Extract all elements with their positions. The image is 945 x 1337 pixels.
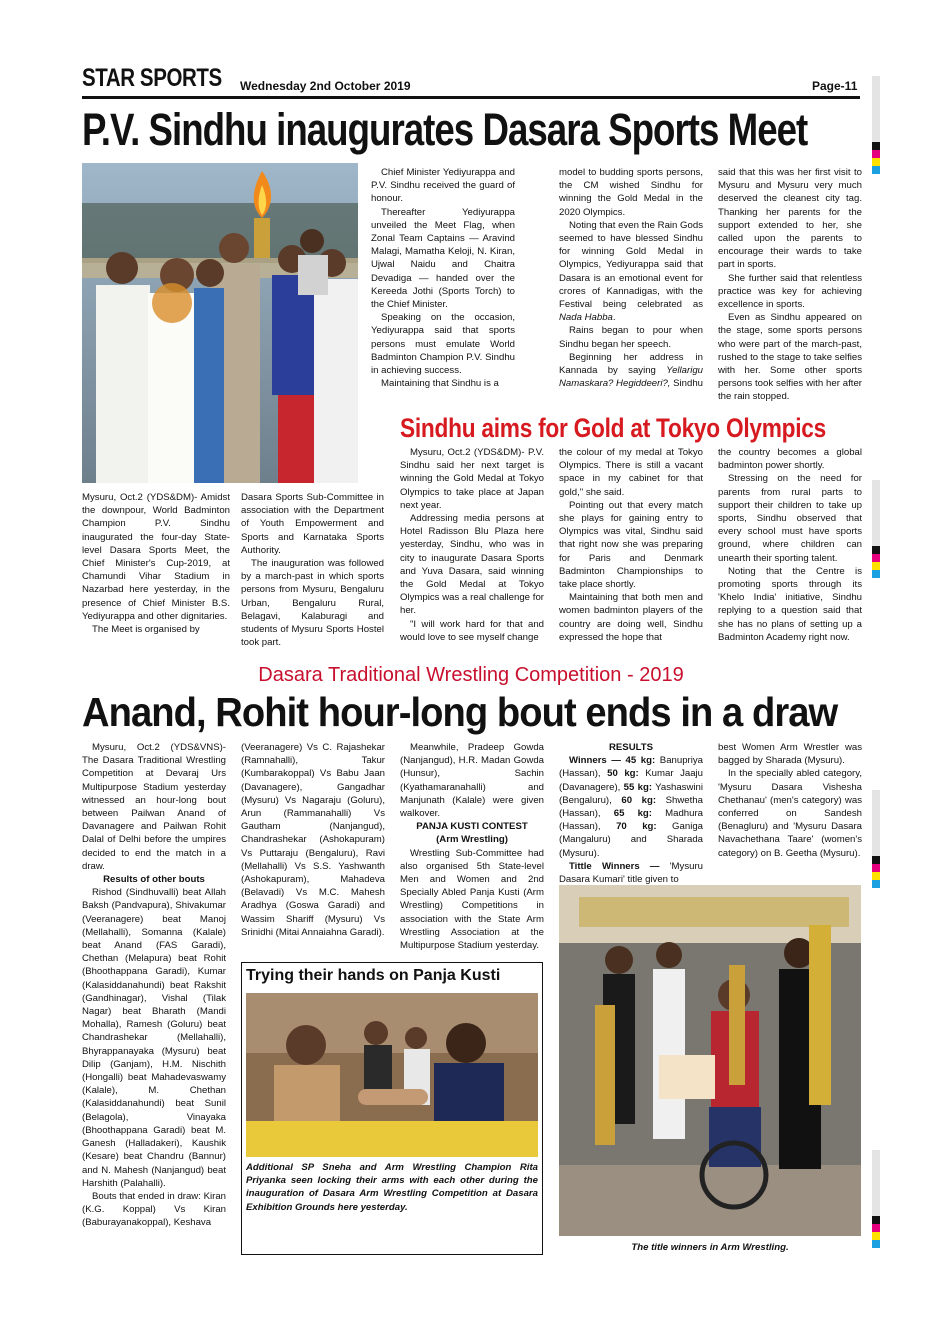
margin-swatch-yellow xyxy=(872,562,880,570)
paragraph: Rishod (Sindhuvalli) beat Allah Baksh (Pandvapura), Shivakumar (Veeranagere) beat Manoj (Mellahalli), Somanna (Kalale) beat Anand (FAS Garadi), Chethan (Melapura) beat Rohit (Bhoothappana Garadi), Kumar (Kalasiddanahundi) beat Rakshit (Gandhinagar), Vishal (Tilak Nagar) beat Bharath (Mandi Mohalla), Ramesh (Goluru) beat Chandrashekar (Mellahalli), Bhyrappanayaka (Mysuru) beat Dilip (Ganjam), H.M. Nischith (Hongalli) beat Mahadevaswamy (Kalale), M. Chethan (Kalasiddanahundi) beat Sunil (Belagola), Vinayaka (Bhoothappana Garadi) beat M. Ganesh (Halladakeri), Kaushik (Kesare) beat Chandru (Bannur) and N. Mahesh (Nanjangud) beat Harshith (Palahalli). xyxy=(82,887,226,1189)
paragraph: Stressing on the need for parents from rural parts to support their children to take up sports, Sindhu observed that every school must have sports ground, where children can unearth their sporting talent. xyxy=(718,473,862,564)
margin-swatch-yellow xyxy=(872,158,880,166)
paragraph: Rains began to pour when Sindhu began her speech. xyxy=(559,325,703,350)
margin-swatch-cyan xyxy=(872,570,880,578)
paragraph: Addressing media persons at Hotel Radisson Blu Plaza here yesterday, Sindhu, who was in city to inaugurate Dasara Sports and Yuva Dasara, said winning the Gold Medal at Tokyo Olympics was a real challenge for her. xyxy=(400,513,544,617)
paragraph: The inauguration was followed by a march-past in which sports persons from Mysuru, Bengaluru Urban, Bengaluru Rural, Belagavi, Kalaburagi and students of Mysuru Sports Hostel took part. xyxy=(241,558,384,649)
story1-col3 xyxy=(371,166,515,390)
paragraph: Chief Minister Yediyurappa and P.V. Sindhu received the guard of honour. xyxy=(371,167,515,205)
margin-swatch-cyan xyxy=(872,1240,880,1248)
subheading: PANJA KUSTI CONTEST xyxy=(416,821,528,833)
story2-col2 xyxy=(559,446,703,644)
margin-swatch-magenta xyxy=(872,150,880,158)
story2-col3 xyxy=(718,446,862,644)
paragraph: Thereafter Yediyurappa unveiled the Meet Flag, when Zonal Team Captains — Aravind Malagi, Mamatha Keloji, N. Kiran, Ujwal Naidu and Chaitra Devadiga — handed over the Kereeda Jothi (Sports Torch) to the Chief Minister. xyxy=(371,206,515,311)
margin-bar xyxy=(872,480,880,546)
margin-bar xyxy=(872,76,880,142)
margin-swatch-yellow xyxy=(872,1232,880,1240)
weight-label: 55 kg: xyxy=(623,781,653,793)
paragraph: Mysuru, Oct.2 (YDS&DM)- P.V. Sindhu said her next target is winning the Gold Medal at Tokyo Olympics to take place at Japan next year. xyxy=(400,447,544,511)
weight-label: Winners — 45 kg: xyxy=(569,755,656,767)
margin-swatch-black xyxy=(872,142,880,150)
winner-text: Yashaswini (Bengaluru), xyxy=(559,781,703,806)
headline-sindhu-aims-gold: Sindhu aims for Gold at Tokyo Olympics xyxy=(400,413,827,443)
title-text: 'Mysuru Dasara Kumari' title given to xyxy=(559,860,704,886)
paragraph: the colour of my medal at Tokyo Olympics. There is still a vacant space in my cabinet for that gold," she said. xyxy=(559,447,703,498)
title-winners-photo xyxy=(559,885,861,1236)
title-winners-paragraph xyxy=(559,860,703,886)
weight-label: 50 kg: xyxy=(607,768,639,780)
paragraph: Mysuru, Oct.2 (YDS&DM)- Amidst the downpour, World Badminton Champion P.V. Sindhu inaugurated the four-day State-level Dasara Sports Meet, the Chief Minister's Cup-2019, at Chamundi Vihar Stadium in Nazarbad here yesterday, in the presence of Chief Minister B.S. Yediyurappa and other dignitaries. xyxy=(82,492,230,622)
winner-text: Ganiga (Mangaluru) and Sharada (Mysuru). xyxy=(559,821,703,859)
paragraph: Maintaining that both men and women badminton players of the country are doing well, Sindhu expressed the hope that xyxy=(559,592,703,643)
paragraph: Mysuru, Oct.2 (YDS&VNS)- The Dasara Traditional Wrestling Competition at Devaraj Urs Multipurpose Stadium yesterday witnessed an hour-long bout between Pailwan Anand of Davanagere and Pailwan Rohit Dalal of Delhi before the umpires decided to end the match in a draw. xyxy=(82,742,226,872)
weight-label: 60 kg: xyxy=(621,794,657,806)
header-rule xyxy=(82,96,860,99)
headline-anand-rohit: Anand, Rohit hour-long bout ends in a draw xyxy=(82,689,838,735)
paragraph-italic: Yellarigu Namaskara? Hegiddeeri?, xyxy=(559,365,704,390)
paragraph-italic: Nada Habba xyxy=(559,312,613,324)
kicker-wrestling: Dasara Traditional Wrestling Competition - 2019 xyxy=(258,664,684,686)
subheading: RESULTS xyxy=(608,742,654,753)
paragraph: The Meet is organised by xyxy=(92,624,200,636)
story2-col1 xyxy=(400,446,544,644)
margin-swatch-yellow xyxy=(872,872,880,880)
story3-col4 xyxy=(559,741,703,886)
headline-sindhu-inaugurates: P.V. Sindhu inaugurates Dasara Sports Meet xyxy=(82,104,808,155)
weight-label: 70 kg: xyxy=(616,821,657,833)
page-number: Page-11 xyxy=(812,79,858,93)
section-title: STAR SPORTS xyxy=(82,64,222,92)
margin-swatch-black xyxy=(872,546,880,554)
torch-photo xyxy=(82,163,358,483)
paragraph: said that this was her first visit to Mysuru and Mysuru very much deserved the cleanest city tag. Thanking her parents for the support extended to her, she called upon the parents to encourage their wards to take part in sports. xyxy=(718,167,862,271)
margin-swatch-magenta xyxy=(872,554,880,562)
margin-bar xyxy=(872,1150,880,1216)
margin-swatch-black xyxy=(872,1216,880,1224)
title-label: Tittle Winners — xyxy=(569,860,660,872)
story1-col4 xyxy=(559,166,703,390)
story3-col3 xyxy=(400,741,544,952)
paragraph: (Veeranagere) Vs C. Rajashekar (Ramnahalli), Takur (Kumbarakoppal) Vs Babu Jaan (Davanagere), Gangadhar (Mysuru) Vs Nagaraju (Goluru), Arun (Rammanahalli) Vs Gautham (Nanjangud), Chandrashekar (Ashokapuram) Vs Puttaraju (Bengaluru), Ravi (Mellahalli) Vs S.S. Yashwanth (Ashokapuram), Mahadeva (Belavadi) Vs M.C. Mahesh Aradhya (Goswa Garadi) and Wassim Shariff (Mysuru) Vs Srinidhi (Mitai Annaiahna Garadi). xyxy=(241,742,385,938)
issue-date: Wednesday 2nd October 2019 xyxy=(240,79,411,93)
paragraph: Maintaining that Sindhu is a xyxy=(381,378,499,390)
story3-col2 xyxy=(241,741,385,939)
paragraph: Meanwhile, Pradeep Gowda (Nanjangud), H.R. Madan Gowda (Hunsur), Sachin (Kyathamaranahalli) and Manjunath (Kalale) were given walkover. xyxy=(400,742,544,820)
winner-text: Shwetha (Hassan), xyxy=(559,794,703,820)
winners-paragraph xyxy=(559,754,703,860)
paragraph: Even as Sindhu appeared on the stage, some sports persons who were part of the march-past, rushed to the stage to take selfies with her. Some other sports persons took selfies with her after the rain stopped. xyxy=(718,312,862,403)
paragraph: model to budding sports persons, the CM wished Sindhu for winning the Gold Medal in the 2020 Olympics. xyxy=(559,167,703,218)
margin-swatch-black xyxy=(872,856,880,864)
weight-label: 65 kg: xyxy=(613,808,652,820)
margin-swatch-magenta xyxy=(872,1224,880,1232)
paragraph: "I will work hard for that and would love to see myself change xyxy=(400,618,544,643)
winner-text: Madhura (Hassan), xyxy=(559,808,704,833)
paragraph: Noting that even the Rain Gods seemed to have blessed Sindhu for winning Gold Medal in Olympics, Yediyurappa said that Dasara is an emotional event for crores of Kannadigas, with the Festival being celebrated as Nada Habba. xyxy=(559,219,703,324)
paragraph-text: Sindhu xyxy=(670,378,703,390)
paragraph: the country becomes a global badminton power shortly. xyxy=(718,447,862,472)
paragraph: Bouts that ended in draw: Kiran (K.G. Koppal) Vs Kiran (Baburayanakoppal), Keshava xyxy=(82,1190,226,1229)
story3-col5 xyxy=(718,741,862,860)
paragraph: In the specially abled category, 'Mysuru Dasara Vishesha Chethanau' (men's category) was conferred on Sandesh (Benagluru) and 'Mysuru Dasara Navachethana Taare' (women's category) on B. Geetha (Mysuru). xyxy=(718,768,862,859)
arm-wrestling-photo xyxy=(246,993,538,1157)
story3-col1 xyxy=(82,741,226,1230)
story1-col5 xyxy=(718,166,862,404)
margin-swatch-cyan xyxy=(872,880,880,888)
paragraph: Speaking on the occasion, Yediyurappa said that sports persons must emulate World Badminton Champion P.V. Sindhu in achieving success. xyxy=(371,312,515,377)
paragraph-text: Beginning her address in Kannada by saying xyxy=(559,351,703,377)
paragraph: Dasara Sports Sub-Committee in association with the Department of Youth Empowerment and Sports and Karnataka Sports Authority. xyxy=(241,492,384,556)
paragraph-text: Noting that even the Rain Gods seemed to have blessed Sindhu for winning Gold Medal in Olympics, Yediyurappa said that Dasara is an emotional event for crores of Kannadigas, with the Festival being celebrated as xyxy=(559,219,703,311)
subheading: Results of other bouts xyxy=(103,874,205,886)
story1-col2 xyxy=(241,491,384,649)
paragraph: Wrestling Sub-Committee had also organised 5th State-level Men and Women and 2nd Specially Abled Panja Kusti (Arm Wrestling) Competitions in association with the State Arm Wrestling Association at the Multipurpose Stadium yesterday. xyxy=(400,847,544,952)
winner-text: Kumar Jaaju (Davanagere), xyxy=(559,768,703,793)
paragraph: Pointing out that every match she plays for gaining entry to Olympics was vital, Sindhu said that right now she was preparing for Paris and Denmark Badminton Championships to take place shortly. xyxy=(559,499,703,591)
margin-swatch-cyan xyxy=(872,166,880,174)
paragraph xyxy=(559,351,703,391)
story1-col1 xyxy=(82,491,230,636)
margin-bar xyxy=(872,790,880,856)
winner-text: Banupriya (Hassan), xyxy=(559,755,703,780)
winners-photo-caption: The title winners in Arm Wrestling. xyxy=(631,1242,789,1253)
paragraph: best Women Arm Wrestler was bagged by Sharada (Mysuru). xyxy=(718,742,862,767)
margin-swatch-magenta xyxy=(872,864,880,872)
paragraph: Noting that the Centre is promoting sports through its 'Khelo India' initiative, Sindhu replying to a question said that she has no plans of setting up a Badminton Academy right now. xyxy=(718,565,862,643)
photo-box-title: Trying their hands on Panja Kusti xyxy=(246,967,501,984)
photo-box-caption: Additional SP Sneha and Arm Wrestling Champion Rita Priyanka seen locking their arms with each other during the inauguration of Dasara Arm Wrestling Competition at Dasara Exhibition Grounds here yesterday. xyxy=(246,1162,538,1213)
paragraph: She further said that relentless practice was key for achieving excellence in sports. xyxy=(718,272,862,311)
panja-photo-box xyxy=(241,962,543,1255)
subheading: (Arm Wrestling) xyxy=(436,834,508,846)
